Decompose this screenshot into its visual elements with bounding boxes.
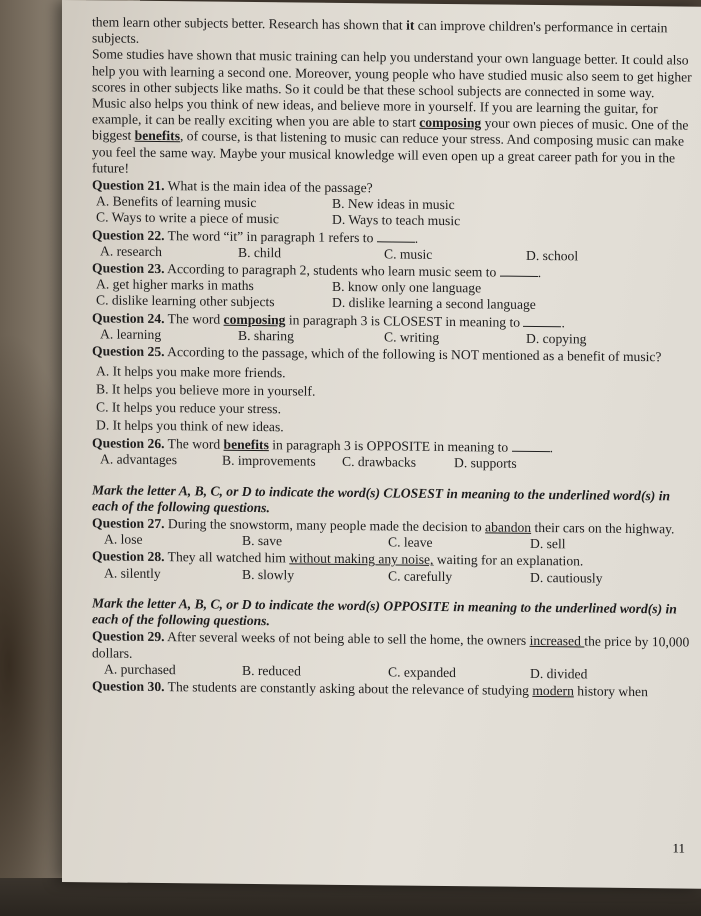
answer-blank[interactable] (500, 266, 538, 277)
option-c[interactable]: C. music (384, 246, 433, 262)
option-d[interactable]: D. school (526, 247, 579, 264)
instruction-closest: Mark the letter A, B, C, or D to indicate the word(s) CLOSEST in meaning to the underlined word(s) in each of the following questions. (92, 481, 671, 516)
option-d[interactable]: D. It helps you think of new ideas. (96, 417, 284, 435)
question-27: Question 27. During the snowstorm, many people made the decision to abandon their cars on the highway. A. lose B. save C. leave D. sell (92, 515, 692, 554)
option-c[interactable]: C. drawbacks (342, 454, 416, 471)
question-23: Question 23. According to paragraph 2, students who learn music seem to . A. get higher marks in maths B. know only one language C. dislike learning other subjects D. dislike learning a second language (92, 260, 692, 315)
question-24: Question 24. The word composing in paragraph 3 is CLOSEST in meaning to . A. learning B. sharing C. writing D. copying (92, 310, 692, 349)
option-d[interactable]: D. sell (530, 536, 566, 552)
passage-paragraph-3: Music also helps you think of new ideas, and believe more in yourself. If you are learning the guitar, for example, it can be really exciting when you are able to start composing your own pieces of music. One of the biggest benefits, of course, is that listening to music can reduce your stress. And composing music can make you feel the same way. Maybe your musical knowledge will even open up a great career path for you in the future! (92, 95, 689, 176)
option-a[interactable]: A. research (100, 243, 162, 259)
answer-blank[interactable] (512, 441, 550, 452)
page-content (92, 14, 692, 700)
underlined-word-benefits: benefits (134, 128, 180, 144)
option-b[interactable]: B. New ideas in music (332, 196, 455, 213)
underlined-word-composing: composing (419, 114, 482, 131)
passage-paragraph-1: them learn other subjects better. Research has shown that it can improve children's performance in certain subjects. (92, 14, 668, 47)
option-d[interactable]: D. copying (526, 330, 587, 347)
question-21: Question 21. What is the main idea of the passage? A. Benefits of learning music B. New ideas in music C. Ways to write a piece of music D. Ways to teach music (92, 177, 692, 232)
instruction-opposite: Mark the letter A, B, C, or D to indicate the word(s) OPPOSITE in meaning to the underlined word(s) in each of the following questions. (92, 595, 677, 629)
option-a[interactable]: A. lose (104, 531, 143, 548)
option-b[interactable]: B. improvements (222, 453, 316, 470)
option-a[interactable]: A. advantages (100, 451, 178, 468)
option-a[interactable]: A. learning (100, 326, 162, 342)
question-29: Question 29. After several weeks of not being able to sell the home, the owners increased the price by 10,000 dollars. A. purchased B. reduced C. expanded D. divided (92, 628, 690, 682)
option-c[interactable]: C. expanded (388, 664, 456, 680)
option-c[interactable]: C. carefully (388, 568, 453, 584)
option-d[interactable]: D. divided (530, 665, 588, 682)
option-d[interactable]: D. dislike learning a second language (332, 295, 536, 313)
option-c[interactable]: C. leave (388, 534, 433, 551)
question-22: Question 22. The word “it” in paragraph 1 refers to . A. research B. child C. music D. school (92, 227, 692, 266)
option-d[interactable]: D. cautiously (530, 569, 603, 586)
option-a[interactable]: A. It helps you make more friends. (96, 363, 286, 381)
option-c[interactable]: C. writing (384, 329, 440, 345)
question-26: Question 26. The word benefits in paragraph 3 is OPPOSITE in meaning to . A. advantages B. improvements C. drawbacks D. supports (92, 436, 692, 475)
option-b[interactable]: B. slowly (242, 566, 295, 583)
option-a[interactable]: A. purchased (104, 661, 176, 677)
page-number: 11 (672, 840, 685, 856)
answer-blank[interactable] (523, 315, 561, 326)
option-c[interactable]: C. Ways to write a piece of music (96, 209, 279, 227)
option-b[interactable]: B. child (238, 244, 282, 261)
passage-paragraph-2: Some studies have shown that music training can help you understand your own language better. It could also help you with learning a second one. Moreover, young people who have studied music also seem to get higher scores in other subjects like maths. So it could be that these school subjects are connected in some way. (92, 46, 692, 101)
question-30: Question 30. The students are constantly asking about the relevance of studying modern history when (92, 678, 648, 700)
option-c[interactable]: C. It helps you reduce your stress. (96, 399, 281, 417)
question-25: Question 25. According to the passage, which of the following is NOT mentioned as a benefit of music? A. It helps you make more friends. B. It helps you believe more in yourself. C. It helps you reduce your stress. D. It helps you think of new ideas. (92, 343, 692, 440)
option-b[interactable]: B. It helps you believe more in yourself. (96, 381, 316, 399)
option-a[interactable]: A. Benefits of learning music (96, 193, 257, 211)
answer-blank[interactable] (377, 231, 415, 242)
option-b[interactable]: B. sharing (238, 327, 294, 344)
option-b[interactable]: B. reduced (242, 662, 301, 679)
option-b[interactable]: B. know only one language (332, 279, 482, 296)
option-b[interactable]: B. save (242, 533, 283, 549)
option-d[interactable]: D. supports (454, 455, 517, 472)
option-c[interactable]: C. dislike learning other subjects (96, 292, 275, 310)
option-a[interactable]: A. silently (104, 565, 161, 581)
worksheet-page (62, 0, 701, 889)
option-a[interactable]: A. get higher marks in maths (96, 276, 254, 294)
question-28: Question 28. They all watched him without making any noise, waiting for an explanation. A. silently B. slowly C. carefully D. cautiously (92, 549, 692, 588)
option-d[interactable]: D. Ways to teach music (332, 212, 461, 229)
